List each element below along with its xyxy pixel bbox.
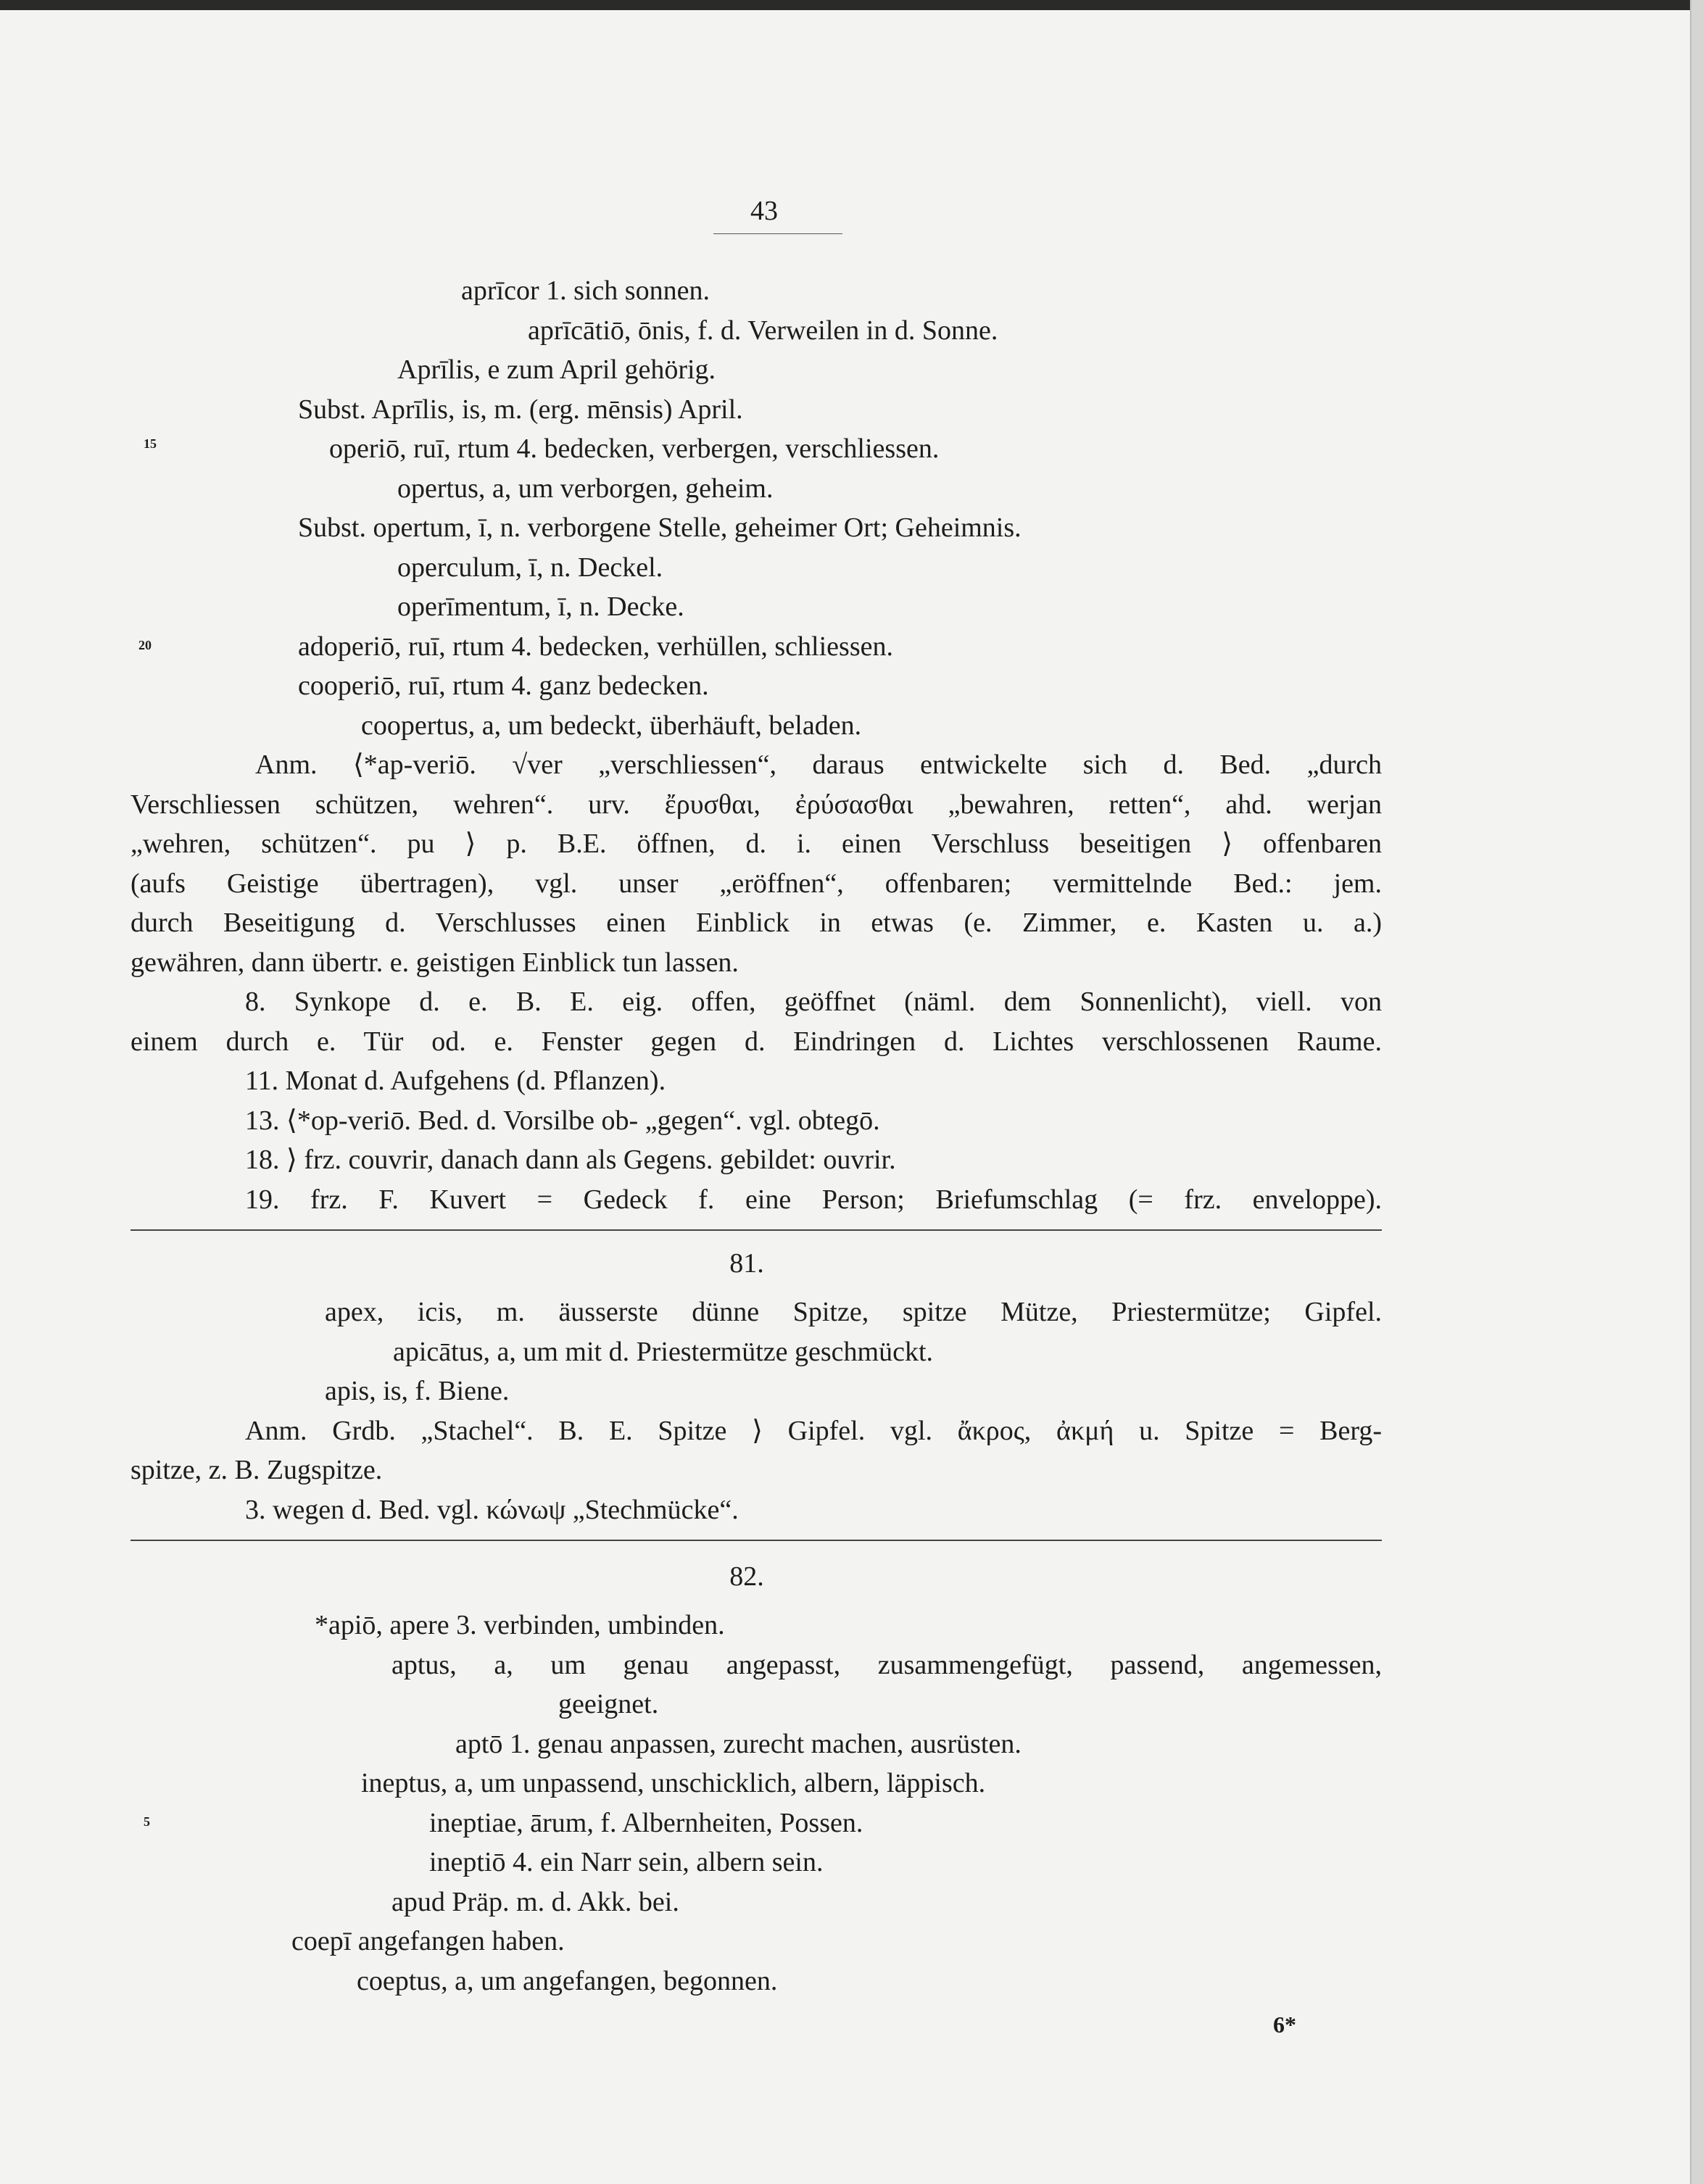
entry-line: adoperiō, ruī, rtum 4. bedecken, verhüllen, schliessen. bbox=[298, 631, 893, 662]
entry-line: coopertus, a, um bedeckt, überhäuft, beladen. bbox=[361, 710, 862, 741]
note-line: gewähren, dann übertr. e. geistigen Einblick tun lassen. bbox=[130, 947, 739, 978]
note-line: 8. Synkope d. e. B. E. eig. offen, geöffnet (näml. dem Sonnenlicht), viell. von bbox=[245, 987, 1382, 1017]
note-line: Anm. ⟨*ap-veriō. √ver „verschliessen“, daraus entwickelte sich d. Bed. „durch bbox=[255, 750, 1382, 780]
entry-line: aprīcor 1. sich sonnen. bbox=[461, 275, 710, 306]
margin-line-number: 15 bbox=[144, 436, 157, 451]
entry-line: aptus, a, um genau angepasst, zusammengefügt, passend, angemessen, bbox=[391, 1650, 1382, 1680]
note-line: (aufs Geistige übertragen), vgl. unser „eröffnen“, offenbaren; vermittelnde Bed.: jem. bbox=[130, 868, 1382, 899]
entry-line: aptō 1. genau anpassen, zurecht machen, ausrüsten. bbox=[455, 1729, 1022, 1759]
entry-line: Aprīlis, e zum April gehörig. bbox=[397, 354, 716, 385]
note-line: Verschliessen schützen, wehren“. urv. ἔρυσθαι, ἐρύσασθαι „bewahren, retten“, ahd. werjan bbox=[130, 789, 1382, 820]
section-divider bbox=[130, 1540, 1382, 1541]
note-line: durch Beseitigung d. Verschlusses einen Einblick in etwas (e. Zimmer, e. Kasten u. a.) bbox=[130, 908, 1382, 938]
note-line: 18. ⟩ frz. couvrir, danach dann als Gegens. gebildet: ouvrir. bbox=[245, 1145, 896, 1175]
note-line: „wehren, schützen“. pu ⟩ p. B.E. öffnen, d. i. einen Verschluss beseitigen ⟩ offenbaren bbox=[130, 829, 1382, 859]
entry-line: apud Präp. m. d. Akk. bei. bbox=[391, 1887, 679, 1917]
signature-mark: 6* bbox=[1273, 2011, 1296, 2038]
margin-line-number: 5 bbox=[144, 1814, 150, 1829]
entry-line: operiō, ruī, rtum 4. bedecken, verbergen, verschliessen. bbox=[329, 433, 940, 464]
scan-top-border bbox=[0, 0, 1703, 10]
margin-line-number: 20 bbox=[138, 638, 152, 652]
note-line: spitze, z. B. Zugspitze. bbox=[130, 1455, 383, 1485]
entry-line: operīmentum, ī, n. Decke. bbox=[397, 591, 684, 622]
entry-line: aprīcātiō, ōnis, f. d. Verweilen in d. Sonne. bbox=[528, 315, 998, 346]
page-number: 43 bbox=[750, 196, 778, 226]
note-line: 11. Monat d. Aufgehens (d. Pflanzen). bbox=[245, 1066, 666, 1096]
note-line: 3. wegen d. Bed. vgl. κώνωψ „Stechmücke“. bbox=[245, 1495, 739, 1525]
entry-line: coeptus, a, um angefangen, begonnen. bbox=[357, 1966, 778, 1996]
note-line: Anm. Grdb. „Stachel“. B. E. Spitze ⟩ Gipfel. vgl. ἄκρος, ἀκμή u. Spitze = Berg- bbox=[245, 1416, 1382, 1446]
entry-line: opertus, a, um verborgen, geheim. bbox=[397, 473, 774, 504]
note-line: einem durch e. Tür od. e. Fenster gegen d. Eindringen d. Lichtes verschlossenen Raume. bbox=[130, 1026, 1382, 1057]
entry-line: apex, icis, m. äusserste dünne Spitze, spitze Mütze, Priestermütze; Gipfel. bbox=[325, 1297, 1382, 1327]
entry-line: operculum, ī, n. Deckel. bbox=[397, 552, 663, 583]
entry-line: ineptiō 4. ein Narr sein, albern sein. bbox=[429, 1847, 824, 1877]
page-number-underline bbox=[713, 233, 842, 234]
entry-line: ineptiae, ārum, f. Albernheiten, Possen. bbox=[429, 1808, 863, 1838]
scan-right-edge bbox=[1690, 0, 1703, 2184]
entry-line: ineptus, a, um unpassend, unschicklich, albern, läppisch. bbox=[361, 1768, 986, 1798]
entry-line: apicātus, a, um mit d. Priestermütze geschmückt. bbox=[393, 1337, 934, 1367]
entry-line: geeignet. bbox=[558, 1689, 659, 1719]
entry-line: *apiō, apere 3. verbinden, umbinden. bbox=[315, 1610, 725, 1640]
note-line: 13. ⟨*op-veriō. Bed. d. Vorsilbe ob- „gegen“. vgl. obtegō. bbox=[245, 1105, 880, 1136]
entry-number: 81. bbox=[729, 1248, 764, 1279]
entry-line: coepī angefangen haben. bbox=[291, 1926, 565, 1956]
entry-line: cooperiō, ruī, rtum 4. ganz bedecken. bbox=[298, 670, 709, 701]
entry-number: 82. bbox=[729, 1561, 764, 1592]
section-divider bbox=[130, 1229, 1382, 1231]
entry-line: apis, is, f. Biene. bbox=[325, 1376, 510, 1406]
note-line: 19. frz. F. Kuvert = Gedeck f. eine Person; Briefumschlag (= frz. enveloppe). bbox=[245, 1184, 1382, 1215]
entry-line: Subst. Aprīlis, is, m. (erg. mēnsis) April. bbox=[298, 394, 743, 425]
entry-line: Subst. opertum, ī, n. verborgene Stelle, geheimer Ort; Geheimnis. bbox=[298, 512, 1022, 543]
